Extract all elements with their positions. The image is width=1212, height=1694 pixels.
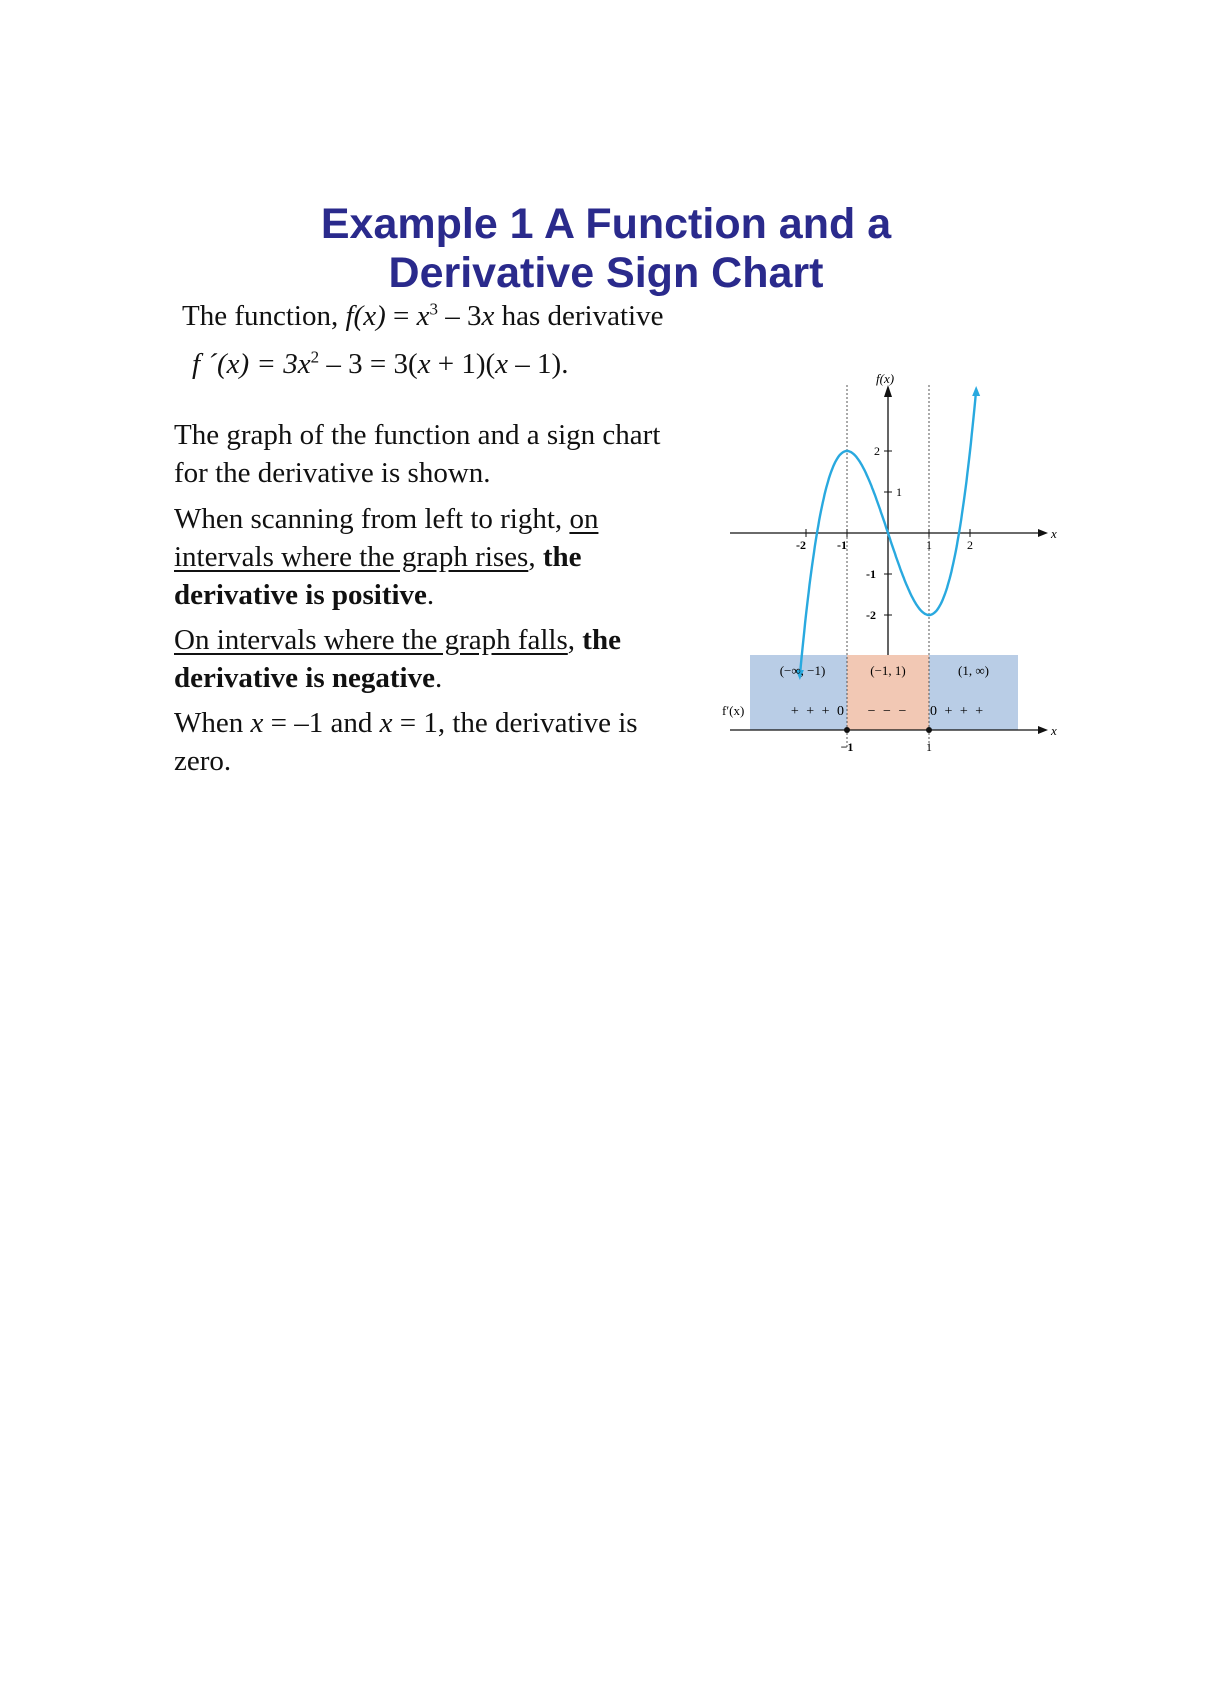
rises-underline: on intervals where the graph rises xyxy=(174,503,599,573)
sign-axis-arrow xyxy=(1038,726,1048,734)
sign-interval-2: (−1, 1) xyxy=(870,663,906,678)
rises-end: . xyxy=(426,579,435,611)
curve-arrow-end xyxy=(972,386,980,396)
x-tick-label-3: 1 xyxy=(926,538,932,552)
rises-plain: When scanning from left to right, xyxy=(174,503,570,535)
sign-values-2: − − − xyxy=(867,704,909,719)
y-tick-label-1: 2 xyxy=(874,444,880,458)
intro-line xyxy=(182,300,663,333)
y-tick-label-2: 1 xyxy=(896,485,902,499)
formula-x3: x xyxy=(495,348,509,380)
zero-t1: When xyxy=(174,707,251,739)
zero-x2: x xyxy=(379,707,393,739)
x-axis-arrow xyxy=(1038,529,1048,537)
sign-interval-1: (−∞, −1) xyxy=(779,663,826,678)
zero-t2: = –1 and xyxy=(263,707,380,739)
falls-end: . xyxy=(434,662,443,694)
intro-x: x xyxy=(416,300,430,332)
intro-function: f(x) xyxy=(345,300,386,332)
paragraph-zero xyxy=(174,704,694,780)
rises-bold: the derivative is positive xyxy=(174,541,582,611)
intro-tail: has derivative xyxy=(494,300,664,332)
zero-x1: x xyxy=(250,707,264,739)
sign-tick-label-1: −1 xyxy=(840,740,854,754)
x-tick-label-2: -1 xyxy=(837,538,847,552)
sign-chart-label: f′(x) xyxy=(722,703,745,718)
formula-part-3: – 1). xyxy=(508,348,569,380)
y-tick-label-3: -1 xyxy=(866,567,876,581)
x-axis-label: x xyxy=(1051,526,1057,541)
y-axis-label: f(x) xyxy=(876,371,895,386)
function-graph-and-sign-chart xyxy=(720,371,1070,775)
formula-part-1: – 3 = 3( xyxy=(319,348,418,380)
falls-comma: , xyxy=(567,624,583,656)
formula-exponent: 2 xyxy=(310,347,320,367)
rises-comma: , xyxy=(528,541,543,573)
sign-values-1: + + + 0 xyxy=(790,704,846,719)
formula-x2: x xyxy=(417,348,431,380)
derivative-formula xyxy=(192,348,568,381)
y-tick-label-4: -2 xyxy=(866,608,876,622)
intro-x2: x xyxy=(481,300,495,332)
intro-text: The function, xyxy=(182,300,346,332)
sign-axis-label: x xyxy=(1051,723,1057,738)
title-line-2: Derivative Sign Chart xyxy=(388,249,824,297)
formula-part-2: + 1)( xyxy=(430,348,496,380)
intro-minus: – 3 xyxy=(437,300,482,332)
page-title xyxy=(0,200,1212,298)
y-axis-arrow xyxy=(884,385,892,397)
paragraph-graph-description: The graph of the function and a sign chart for the derivative is shown. xyxy=(174,419,661,489)
intro-equals: = xyxy=(385,300,417,332)
formula-lhs: f ´(x) = 3 xyxy=(192,348,298,380)
paragraph-falls xyxy=(174,621,694,697)
falls-bold: the derivative is negative xyxy=(174,624,621,694)
falls-underline: On intervals where the graph falls xyxy=(174,624,568,656)
intro-exponent: 3 xyxy=(429,299,438,319)
sign-values-3: 0 + + + xyxy=(930,704,986,719)
paragraph-rises xyxy=(174,500,694,614)
formula-x1: x xyxy=(297,348,311,380)
x-tick-label-1: -2 xyxy=(796,538,806,552)
sign-point-1 xyxy=(844,727,850,733)
sign-tick-label-2: 1 xyxy=(926,740,932,754)
zero-t3: = 1, the derivative is zero. xyxy=(174,707,638,777)
sign-interval-3: (1, ∞) xyxy=(958,663,989,678)
sign-point-2 xyxy=(926,727,932,733)
title-line-1: Example 1 A Function and a xyxy=(320,200,892,248)
x-tick-label-4: 2 xyxy=(967,538,973,552)
